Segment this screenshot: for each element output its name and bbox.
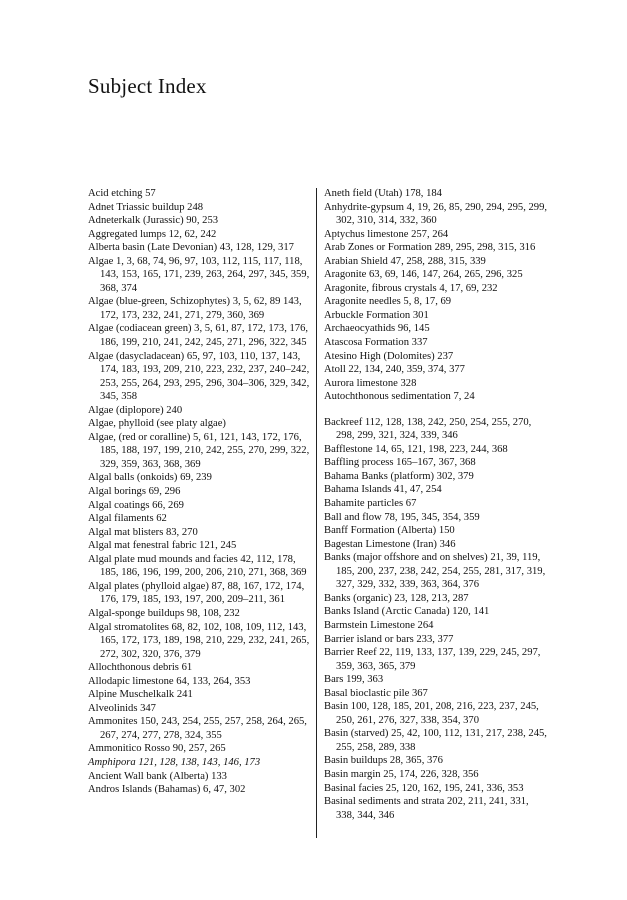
index-entry: Aneth field (Utah) 178, 184 — [324, 188, 442, 199]
index-entry: Basin margin 25, 174, 226, 328, 356 — [324, 768, 479, 780]
index-entry: Allodapic limestone 64, 133, 264, 353 — [88, 675, 251, 687]
index-entry: Algal plate mud mounds and facies 42, 112, 178, 185, 186, 196, 199, 200, 206, 210, 271, 368, 369 — [88, 553, 307, 579]
index-entry: Barmstein Limestone 264 — [324, 619, 434, 631]
index-entry: Basin 100, 128, 185, 201, 208, 216, 223, 237, 245, 250, 261, 276, 327, 338, 354, 370 — [324, 701, 539, 726]
index-entry: Algal stromatolites 68, 82, 102, 108, 109, 112, 143, 165, 172, 173, 189, 198, 210, 229, 232, 241, 265, 272, 302, 320, 376, 379 — [88, 621, 310, 660]
index-entry: Acid etching 57 — [88, 188, 156, 199]
index-entry: Algal coatings 66, 269 — [88, 499, 184, 511]
index-entry: Algal filaments 62 — [88, 513, 167, 525]
index-entry: Banks (organic) 23, 128, 213, 287 — [324, 592, 469, 604]
index-entry: Aragonite needles 5, 8, 17, 69 — [324, 296, 452, 308]
index-entry: Alveolinids 347 — [88, 702, 156, 714]
index-entry: Barrier island or bars 233, 377 — [324, 633, 454, 645]
index-entry: Atoll 22, 134, 240, 359, 374, 377 — [324, 364, 465, 376]
index-entry: Bahamite particles 67 — [324, 498, 417, 510]
index-entry: Algae (diplopore) 240 — [88, 404, 183, 416]
index-entry: Basin buildups 28, 365, 376 — [324, 755, 443, 767]
index-entry: Banks Island (Arctic Canada) 120, 141 — [324, 606, 490, 618]
index-entry: Alberta basin (Late Devonian) 43, 128, 129, 317 — [88, 242, 294, 254]
index-entry: Algal borings 69, 296 — [88, 486, 181, 498]
index-entry: Basal bioclastic pile 367 — [324, 687, 428, 699]
index-entry: Barrier Reef 22, 119, 133, 137, 139, 229, 245, 297, 359, 363, 365, 379 — [324, 647, 541, 672]
index-entry: Basin (starved) 25, 42, 100, 112, 131, 217, 238, 245, 255, 258, 289, 338 — [324, 728, 547, 753]
index-column-left — [88, 187, 310, 797]
index-entry: Algae 1, 3, 68, 74, 96, 97, 103, 112, 115, 117, 118, 143, 153, 165, 171, 239, 263, 264, 297, 345, 359, 368, 374 — [88, 255, 310, 294]
index-entry: Ancient Wall bank (Alberta) 133 — [88, 770, 227, 782]
index-entry: Bahama Islands 41, 47, 254 — [324, 484, 442, 496]
index-entry: Aurora limestone 328 — [324, 377, 417, 389]
index-entry: Aragonite, fibrous crystals 4, 17, 69, 232 — [324, 282, 498, 294]
index-entry: Adnet Triassic buildup 248 — [88, 201, 204, 213]
index-entry: Aptychus limestone 257, 264 — [324, 228, 449, 240]
index-entry: Basinal facies 25, 120, 162, 195, 241, 336, 353 — [324, 782, 524, 794]
index-entry: Atascosa Formation 337 — [324, 337, 428, 349]
index-entry: Algae (dasycladacean) 65, 97, 103, 110, 137, 143, 174, 183, 193, 209, 210, 223, 232, 237, 240–242, 253, 255, 264, 293, 295, 296, 304–306, 329, 342, 345, 358 — [88, 350, 310, 403]
index-entry: Algae, phylloid (see platy algae) — [88, 418, 226, 430]
index-entry: Algal-sponge buildups 98, 108, 232 — [88, 607, 240, 619]
index-entry: Algae (blue-green, Schizophytes) 3, 5, 62, 89 143, 172, 173, 232, 241, 271, 279, 360, 369 — [88, 296, 302, 321]
index-entry: Arbuckle Formation 301 — [324, 309, 429, 321]
index-entry: Algae (codiacean green) 3, 5, 61, 87, 172, 173, 176, 186, 199, 210, 241, 242, 245, 271, 296, 322, 345 — [88, 323, 309, 349]
index-entry: Archaeocyathids 96, 145 — [324, 323, 430, 335]
column-divider — [316, 188, 317, 838]
index-entry: Aragonite 63, 69, 146, 147, 264, 265, 296, 325 — [324, 269, 523, 281]
index-entry: Algal mat fenestral fabric 121, 245 — [88, 540, 237, 552]
index-entry: Arabian Shield 47, 258, 288, 315, 339 — [324, 255, 486, 267]
index-entry: Autochthonous sedimentation 7, 24 — [324, 391, 475, 403]
index-entry: Alpine Muschelkalk 241 — [88, 689, 193, 701]
index-entry: Andros Islands (Bahamas) 6, 47, 302 — [88, 784, 246, 796]
index-entry: Bars 199, 363 — [324, 674, 384, 686]
index-entry: Amphipora 121, 128, 138, 143, 146, 173 — [88, 756, 261, 768]
index-entry: Allochthonous debris 61 — [88, 662, 193, 674]
index-entry: Algal balls (onkoids) 69, 239 — [88, 472, 212, 484]
index-entry: Algal plates (phylloid algae) 87, 88, 167, 172, 174, 176, 179, 185, 193, 197, 200, 209–211, 361 — [88, 580, 305, 606]
index-entry: Bahama Banks (platform) 302, 379 — [324, 470, 474, 482]
index-entry: Arab Zones or Formation 289, 295, 298, 315, 316 — [324, 242, 536, 254]
index-entry: Banks (major offshore and on shelves) 21, 39, 119, 185, 200, 237, 238, 242, 254, 255, 281, 317, 319, 327, 329, 332, 339, 363, 364, 376 — [324, 552, 546, 591]
index-entry: Basinal sediments and strata 202, 211, 241, 331, 338, 344, 346 — [324, 796, 529, 821]
index-entry: Baffling process 165–167, 367, 368 — [324, 457, 476, 469]
index-entry: Ammonites 150, 243, 254, 255, 257, 258, 264, 265, 267, 274, 277, 278, 324, 355 — [88, 716, 307, 741]
index-entry: Aggregated lumps 12, 62, 242 — [88, 228, 217, 240]
index-entry: Anhydrite-gypsum 4, 19, 26, 85, 290, 294, 295, 299, 302, 310, 314, 332, 360 — [324, 201, 548, 227]
index-entry: Bagestan Limestone (Iran) 346 — [324, 538, 456, 550]
index-entry: Banff Formation (Alberta) 150 — [324, 525, 455, 537]
index-entry: Atesino High (Dolomites) 237 — [324, 350, 454, 362]
index-entry: Backreef 112, 128, 138, 242, 250, 254, 255, 270, 298, 299, 321, 324, 339, 346 — [324, 416, 532, 442]
page-title: Subject Index — [88, 74, 207, 98]
index-entry: Ball and flow 78, 195, 345, 354, 359 — [324, 511, 480, 523]
index-entry: Adneterkalk (Jurassic) 90, 253 — [88, 215, 219, 227]
index-column-right — [324, 187, 548, 822]
index-entry: Algal mat blisters 83, 270 — [88, 526, 198, 538]
index-entry: Algae, (red or coralline) 5, 61, 121, 143, 172, 176, 185, 188, 197, 199, 210, 242, 255, 270, 299, 322, 329, 359, 363, 368, 369 — [88, 431, 310, 470]
index-entry: Bafflestone 14, 65, 121, 198, 223, 244, 368 — [324, 443, 508, 455]
index-entry: Ammonitico Rosso 90, 257, 265 — [88, 743, 226, 755]
